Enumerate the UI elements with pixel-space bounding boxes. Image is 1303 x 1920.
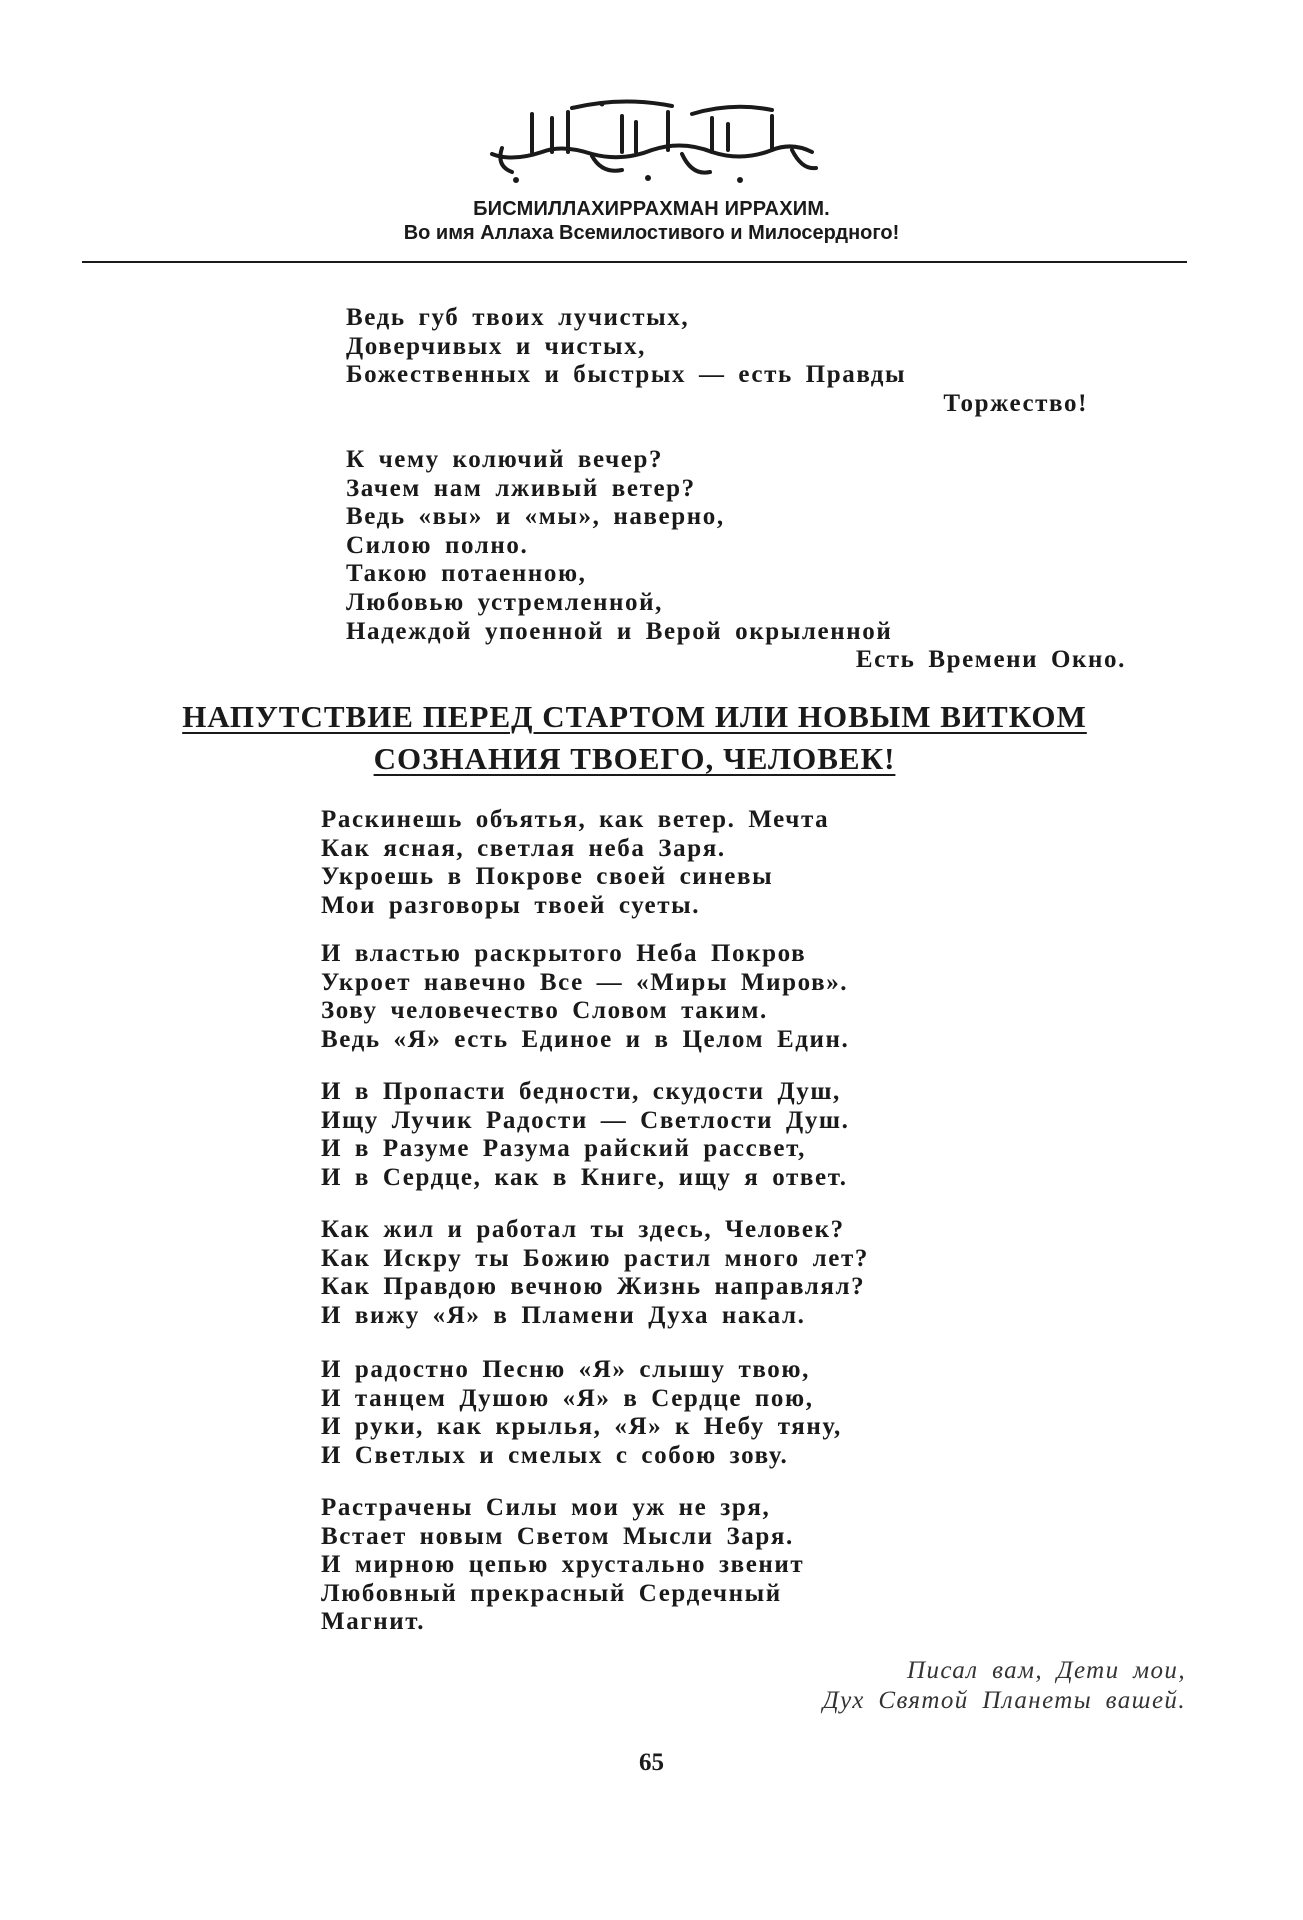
poem-line: Мои разговоры твоей суеты.: [321, 891, 701, 919]
poem-line: И в Сердце, как в Книге, ищу я ответ.: [321, 1163, 848, 1191]
verse-line: Зачем нам лживый ветер?: [346, 474, 696, 502]
poem-line: И мирною цепью хрустально звенит: [321, 1551, 805, 1579]
bismillah-calligraphy: [0, 92, 1303, 188]
verse-line-tail: Есть Времени Окно.: [855, 646, 1126, 674]
verse-line-tail: Торжество!: [943, 389, 1088, 417]
verse-line: Надеждой упоенной и Верой окрыленной: [346, 617, 893, 645]
poem-line: И в Пропасти бедности, скудости Душ,: [321, 1078, 841, 1105]
poem-line: Ищу Лучик Радости — Светлости Душ.: [321, 1106, 850, 1134]
verse-line: Ведь губ твоих лучистых,: [346, 304, 690, 331]
poem-line: И танцем Душою «Я» в Сердце пою,: [321, 1384, 814, 1412]
poem-stanza-1: [321, 806, 981, 920]
poem-line: И в Разуме Разума райский рассвет,: [321, 1135, 806, 1163]
header-divider: [82, 261, 1187, 263]
poem-line: Встает новым Светом Мысли Заря.: [321, 1522, 794, 1550]
poem-line: Как Искру ты Божию растил много лет?: [321, 1244, 869, 1272]
poem-stanza-6: [321, 1494, 981, 1637]
poem-line: Раскинешь объятья, как ветер. Мечта: [321, 806, 830, 833]
poem-title: [82, 696, 1187, 780]
signature: [600, 1656, 1186, 1716]
poem-line: И властью раскрытого Неба Покров: [321, 940, 807, 967]
verse-line: Любовью устремленной,: [346, 588, 663, 616]
signature-line-2: Дух Святой Планеты вашей.: [822, 1687, 1186, 1714]
page-number: 65: [639, 1749, 664, 1776]
verse-stanza-2: [346, 446, 1126, 675]
poem-stanza-3: [321, 1078, 981, 1192]
poem-line: Ведь «Я» есть Единое и в Целом Един.: [321, 1025, 850, 1053]
verse-line: Силою полно.: [346, 531, 529, 559]
verse-line: Ведь «вы» и «мы», наверно,: [346, 503, 725, 531]
verse-line: Божественных и быстрых — есть Правды: [346, 361, 907, 389]
poem-line: Зову человечество Словом таким.: [321, 997, 768, 1025]
poem-line: Магнит.: [321, 1608, 426, 1636]
poem-line: Как ясная, светлая неба Заря.: [321, 834, 726, 862]
verse-line: К чему колючий вечер?: [346, 446, 664, 473]
poem-title-line-1: НАПУТСТВИЕ ПЕРЕД СТАРТОМ ИЛИ НОВЫМ ВИТКОМ: [182, 699, 1087, 734]
poem-line: И вижу «Я» в Пламени Духа накал.: [321, 1301, 806, 1329]
poem-stanza-2: [321, 940, 981, 1054]
poem-stanza-5: [321, 1356, 981, 1470]
poem-line: Укроешь в Покрове своей синевы: [321, 863, 774, 891]
verse-line: Доверчивых и чистых,: [346, 332, 647, 360]
poem-line: Растрачены Силы мои уж не зря,: [321, 1494, 771, 1521]
poem-line: Любовный прекрасный Сердечный: [321, 1579, 782, 1607]
poem-title-line-2: СОЗНАНИЯ ТВОЕГО, ЧЕЛОВЕК!: [373, 741, 896, 776]
poem-line: Как Правдою вечною Жизнь направлял?: [321, 1273, 866, 1301]
poem-line: И Светлых и смелых с собою зову.: [321, 1441, 789, 1469]
bismillah-calligraphy-image: [472, 92, 832, 188]
poem-stanza-4: [321, 1216, 981, 1330]
poem-line: И руки, как крылья, «Я» к Небу тяну,: [321, 1413, 842, 1441]
bismillah-transliteration: БИСМИЛЛАХИРРАХМАН ИРРАХИМ.: [473, 198, 830, 220]
verse-line: Такою потаенною,: [346, 560, 587, 588]
poem-line: Как жил и работал ты здесь, Человек?: [321, 1216, 845, 1243]
verse-stanza-1: [346, 304, 1088, 418]
poem-line: И радостно Песню «Я» слышу твою,: [321, 1356, 810, 1383]
poem-line: Укроет навечно Все — «Миры Миров».: [321, 968, 849, 996]
signature-line-1: Писал вам, Дети мои,: [907, 1657, 1186, 1684]
bismillah-translation: Во имя Аллаха Всемилостивого и Милосердного!: [403, 222, 900, 244]
